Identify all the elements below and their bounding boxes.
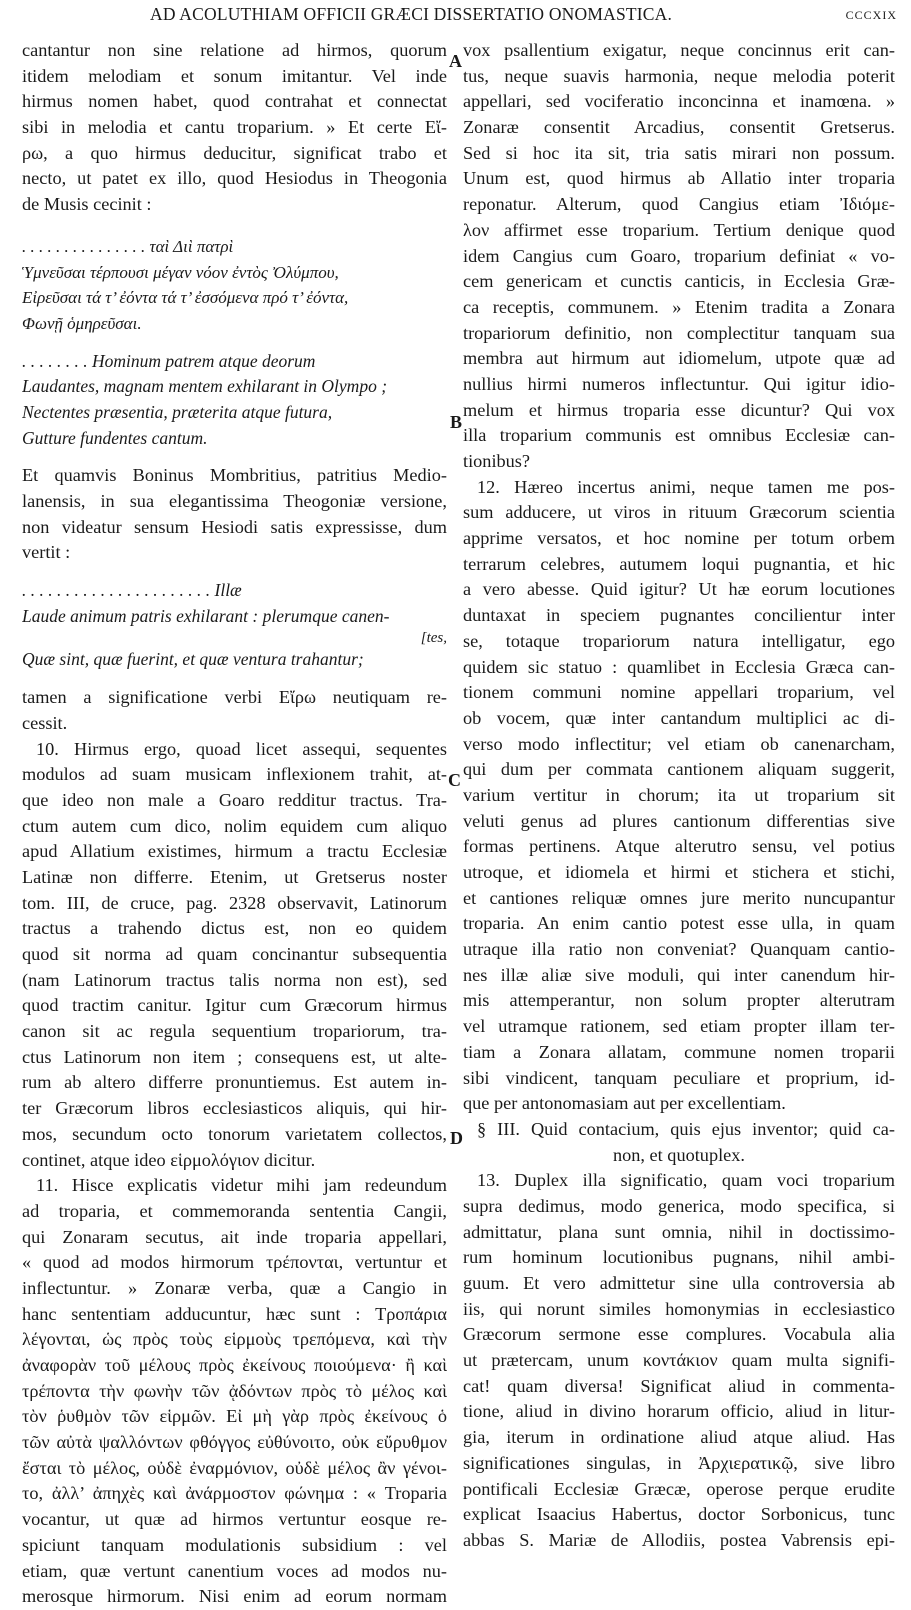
text-line: etiam, quæ vertunt canentium voces ad modos nu-	[22, 1560, 447, 1581]
text-line: membra aut hirmum aut idiomelum, utpote quæ ad	[463, 348, 895, 369]
text-line: de Musis cecinit :	[22, 194, 152, 215]
text-line: τὸν ῥυθμὸν τῶν εἱρμῶν. Εἰ μὴ γὰρ πρὸς ἐκείνους ὁ	[22, 1406, 447, 1427]
spacer	[22, 451, 447, 463]
text-line: rum hominum locutionibus pugnans, nihil ambi-	[463, 1247, 895, 1268]
text-line: ἔσται τὸ μέλος, οὐδὲ ἐναρμόνιον, οὐδὲ μέλος ἂν γένοι-	[22, 1457, 447, 1478]
text-line: 11. Hisce explicatis videtur mihi jam redeundum	[36, 1175, 447, 1196]
text-line: rum ab altero differre pronuntiemus. Est autem in-	[22, 1072, 447, 1093]
text-line: 10. Hirmus ergo, quoad licet assequi, sequentes	[36, 738, 447, 759]
text-line: § III. Quid contacium, quis ejus inventor; quid ca-	[477, 1118, 895, 1139]
text-line: vocantur, ut quæ ad hirmos vertuntur eosque re-	[22, 1509, 447, 1530]
text-line: vox psallentium exigatur, neque concinnus erit can-	[463, 40, 895, 60]
text-line: Quæ sint, quæ fuerint, et quæ ventura trahantur;	[22, 649, 364, 670]
text-line: se, totaque tropariorum natura intelligatur, ego	[463, 630, 895, 651]
text-line: inflectuntur. » Zonaræ verba, quæ a Cangio in	[22, 1277, 447, 1298]
text-line: . . . . . . . . . . . . . . . . . . . . . . Illæ	[22, 580, 242, 601]
text-line: hirmus nomen habet, quod contrahat et connectat	[22, 91, 447, 112]
text-line: Zonaræ consentit Arcadius, consentit Gretserus.	[463, 117, 895, 138]
text-line: [tes,	[420, 630, 447, 647]
spacer	[22, 337, 447, 349]
text-line: non videatur sensum Hesiodi satis expressisse, dum	[22, 516, 447, 537]
text-line: ob vocem, quæ inter cantandum multiplici ac di-	[463, 707, 895, 728]
text-line: nullius hirmi numeros inflectuntur. Qui igitur idio-	[463, 373, 895, 394]
text-line: utraque illa ratio non conveniat? Quanquam cantio-	[463, 939, 895, 960]
text-line: appellari, sed vociferatio inconcinna et inamœna. »	[463, 91, 895, 112]
text-line: et cantiones reliquæ omnes jure merito nuncupantur	[463, 887, 895, 908]
text-line: veluti genus ad plures cantionum differentias sive	[463, 810, 895, 831]
text-line: spiciunt tanquam modulationis subsidium : vel	[22, 1534, 447, 1555]
text-line: formas pertinens. Atque alterutro sensu, vel potius	[463, 836, 895, 857]
margin-letter-a: A	[449, 51, 462, 71]
text-line: Unum est, quod hirmus ab Allatio inter troparia	[463, 168, 895, 189]
text-line: 12. Hæreo incertus animi, neque tamen me pos-	[477, 476, 895, 497]
text-line: gia, iterum in ordinatione aliud atque aliud. Has	[463, 1427, 895, 1448]
text-line: ut prætercam, unum κοντάκιον quam multa signifi-	[463, 1350, 895, 1371]
text-line: canon sit ac regula sequentium tropariorum, tra-	[22, 1021, 447, 1042]
text-line: (nam Latinorum tractus talis norma non est), sed	[22, 969, 447, 990]
text-line: tione, aliud in divino horarum officio, aliud in litur-	[463, 1401, 895, 1422]
text-line: tractus a trahendo dictus est, non eo quidem	[22, 918, 447, 939]
text-line: Laude animum patris exhilarant : plerumque canen-	[22, 605, 390, 626]
text-line: Latinæ non differre. Etenim, ut Gretserus noster	[22, 866, 447, 887]
running-head	[0, 4, 911, 30]
text-line: Ὑμνεῦσαι τέρπουσι μέγαν νόον ἐντὸς Ὀλύμπου,	[22, 262, 339, 282]
text-line: admittatur, plana sunt omnia, nihil in doctissimo-	[463, 1221, 895, 1242]
text-line: . . . . . . . . . . . . . . . ταὶ Διὶ πατρὶ	[22, 236, 234, 256]
text-line: sum adducere, ut viros in rituum Græcorum scientia	[463, 502, 895, 523]
text-line: abbas S. Mariæ de Allodiis, postea Vabrensis epi-	[463, 1529, 895, 1550]
text-line: ctus Latinorum non item ; consequens est, ut alte-	[22, 1046, 447, 1067]
text-line: quidem sic statuo : quamlibet in Ecclesia Græca can-	[463, 656, 895, 677]
text-line: cat! quam diversa! Significat aliud in commenta-	[463, 1375, 895, 1396]
text-line: explicat Isaacius Habertus, doctor Sorbonicus, tunc	[463, 1504, 895, 1525]
text-line: continet, atque ideo εἱρμολόγιον dicitur.	[22, 1149, 316, 1170]
text-line: Φωνῇ ὁμηρεῦσαι.	[22, 313, 142, 333]
text-line: lanensis, in sua elegantissima Theogoniæ versione,	[22, 491, 447, 511]
text-line: hanc sententiam adducuntur, hæc sunt : Τροπάρια	[22, 1303, 447, 1324]
text-line: non, et quotuplex.	[612, 1144, 745, 1165]
spacer	[22, 566, 447, 578]
text-line: tiam a Zonara allatam, commune nomen troparii	[463, 1041, 895, 1062]
text-line: iis, qui norunt similes homonymias in ecclesiastico	[463, 1298, 895, 1319]
right-column	[463, 38, 895, 1554]
text-line: tionem communi nomine appellari troparium, vel	[463, 682, 895, 703]
text-line: utroque, et idiomela et hirmi et stichera et stichi,	[463, 862, 895, 882]
text-line: mos, secundum octo tonorum varietatem collectos,	[22, 1123, 447, 1144]
text-line: . . . . . . . . Hominum patrem atque deorum	[22, 350, 316, 371]
text-line: qui Zonaram secutus, ait inde troparia appellari,	[22, 1226, 447, 1247]
text-line: guum. Et vero admittetur sine ulla controversia ab	[463, 1273, 895, 1293]
text-line: idem Cangius cum Goaro, troparium definiat « vo-	[463, 245, 895, 266]
margin-letter-c: C	[448, 770, 461, 790]
text-line: cessit.	[22, 712, 68, 733]
text-line: ἀναφορὰν τοῦ μέλους πρὸς ἐκείνους ποιούμενα· ἢ καὶ	[22, 1355, 447, 1375]
left-column	[22, 38, 447, 1610]
text-line: το, ἀλλ’ ἀπηχὲς καὶ ἀνάρμοστον φώνημα : « Troparia	[22, 1483, 447, 1504]
text-line: λέγονται, ὡς πρὸς τοὺς εἱρμοὺς τρεπόμενα, καὶ τὴν	[22, 1329, 447, 1350]
text-line: tropariorum definitio, non complectitur tanquam sua	[463, 322, 895, 343]
text-line: verso modo inflectitur; vel etiam ob canenarcham,	[463, 733, 895, 754]
text-line: sibi in melodia et cantu troparium. » Et certe Εἴ-	[22, 117, 447, 138]
text-line: melum et hirmus troparia esse dicuntur? Qui vox	[463, 399, 895, 420]
text-line: Εἰρεῦσαι τά τ’ ἐόντα τά τ’ ἐσσόμενα πρό τ’ ἐόντα,	[22, 288, 349, 308]
text-line: « quod ad modos hirmorum τρέπονται, vertuntur et	[22, 1252, 447, 1273]
text-line: cem genericam et cunctis canticis, in Ecclesia Græ-	[463, 271, 895, 292]
text-line: τῶν αὐτὰ ψαλλόντων φθόγγος εὐθύνοιτο, οὐκ εὔρυθμον	[22, 1432, 447, 1453]
text-line: tionibus?	[463, 451, 531, 471]
text-line: nes illæ aliæ sive moduli, qui inter canendum hir-	[463, 964, 895, 985]
text-line: vertit :	[22, 542, 71, 563]
text-line: pontificali Ecclesiæ Græcæ, operose perque erudite	[463, 1478, 895, 1499]
text-line: qui dum per commata cantionem aliquam suggerit,	[463, 759, 895, 780]
text-line: tom. III, de cruce, pag. 2328 observavit, Latinorum	[22, 892, 447, 913]
text-line: reponatur. Alterum, quod Cangius etiam Ἰδιόμε-	[463, 194, 895, 215]
text-line: tus, neque suavis harmonia, neque melodia poterit	[463, 65, 895, 86]
text-line: λον affirmet esse troparium. Tertium denique quod	[463, 219, 895, 240]
text-line: Nectentes præsentia, præterita atque futura,	[22, 401, 333, 422]
text-line: apud Allatium existimes, hirmum a tractu Ecclesiæ	[22, 841, 447, 862]
page-number: CCCXIX	[845, 8, 897, 22]
text-line: que ideo non male a Goaro redditur tractus. Tra-	[22, 789, 447, 810]
text-line: duntaxat in speciem pugnantes concilientur inter	[463, 605, 895, 626]
text-line: mis attemperantur, non solum propter alterutram	[463, 990, 895, 1011]
text-line: quod tractim canitur. Igitur cum Græcorum hirmus	[22, 995, 447, 1016]
text-line: varium vertitur in chorum; ita ut troparium sit	[463, 784, 895, 805]
text-line: que per antonomasiam aut per excellentiam.	[463, 1093, 786, 1114]
text-line: modulos ad suam musicam inflexionem trahit, at-	[22, 764, 447, 785]
spacer	[22, 673, 447, 685]
text-line: troparia. An enim cantio potest esse ulla, in quam	[463, 913, 895, 934]
text-line: necto, ut patet ex illo, quod Hesiodus in Theogonia	[22, 168, 447, 189]
text-line: 13. Duplex illa significatio, quam voci troparium	[477, 1170, 895, 1191]
text-line: apprime versatos, et hoc nomine per totum orbem	[463, 528, 895, 549]
text-line: a vero abesse. Quid igitur? Ut hæ eorum locutiones	[463, 579, 895, 600]
text-line: illa troparium communis est omnibus Ecclesiæ can-	[463, 425, 895, 446]
margin-letter-d: D	[450, 1128, 463, 1148]
text-line: quod sit norma ad quam concinantur subsequentia	[22, 944, 447, 964]
spacer	[22, 218, 447, 234]
text-line: ρω, a quo hirmus deducitur, significat trabo et	[22, 142, 447, 163]
text-line: ter Græcorum libros ecclesiasticos aliquis, qui hir-	[22, 1098, 447, 1119]
text-line: significationes singulas, in Ἀρχιερατικῷ, sive libro	[463, 1452, 895, 1473]
text-line: Et quamvis Boninus Mombritius, patritius Medio-	[22, 465, 447, 486]
text-line: vel utramque rationem, sed etiam propter illam ter-	[463, 1016, 895, 1037]
text-line: cantantur non sine relatione ad hirmos, quorum	[22, 40, 447, 60]
text-line: ca receptis, communem. » Etenim tradita a Zonara	[463, 296, 895, 317]
text-line: Sed si hoc ita sit, tria satis mirari non possum.	[463, 142, 895, 163]
text-line: terrarum celebres, autumem loqui pugnantia, et hic	[463, 553, 895, 574]
text-line: ctum autem cum dico, nolim equidem cum aliquo	[22, 815, 447, 836]
text-line: τρέποντα τὴν φωνὴν τῶν ᾀδόντων πρὸς τὸ μέλος καὶ	[22, 1380, 447, 1401]
text-line: merosque hirmorum. Nisi enim ad eorum normam	[22, 1586, 447, 1607]
running-title: AD ACOLUTHIAM OFFICII GRÆCI DISSERTATIO ONOMASTICA.	[150, 4, 673, 24]
text-line: Græcorum sermone esse complures. Vocabula alia	[463, 1324, 895, 1345]
text-line: tamen a significatione verbi Εἴρω neutiquam re-	[22, 687, 447, 708]
text-line: Laudantes, magnam mentem exhilarant in Olympo ;	[22, 376, 388, 397]
text-line: Gutture fundentes cantum.	[22, 427, 208, 448]
text-line: supra dedimus, modo generica, modo specifica, si	[463, 1195, 895, 1216]
text-line: itidem melodiam et sonum imitantur. Vel inde	[22, 65, 447, 86]
margin-letter-b: B	[450, 412, 463, 432]
text-line: ad troparia, et commemoranda sententia Cangii,	[22, 1200, 447, 1221]
text-line: sibi vindicent, tanquam peculiare et proprium, id-	[463, 1067, 895, 1088]
